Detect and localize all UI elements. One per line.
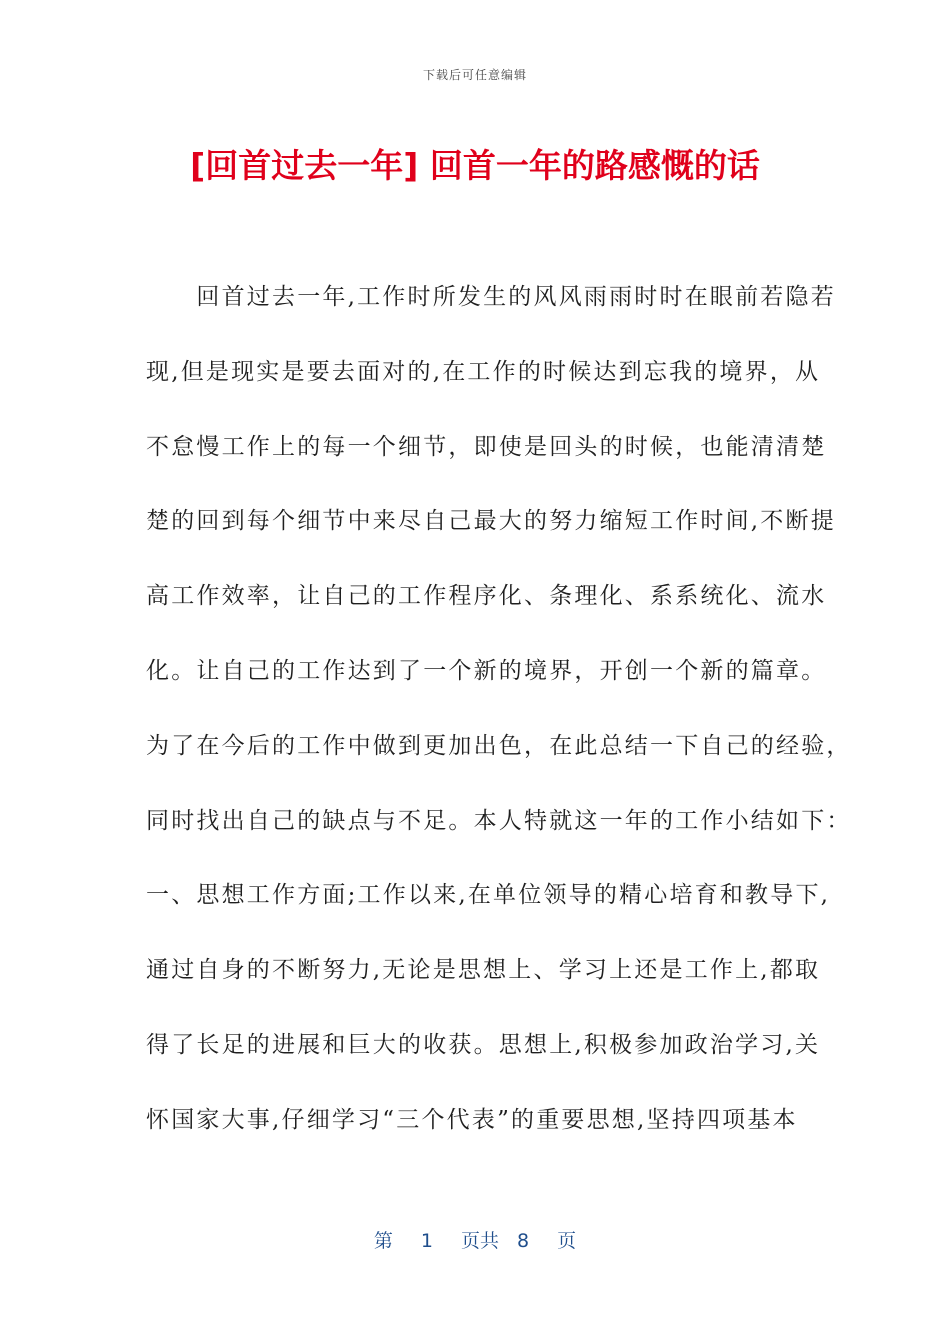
document-body — [146, 275, 852, 1173]
body-line: 不怠慢工作上的每一个细节，即使是回头的时候，也能清清楚 — [146, 433, 827, 460]
body-line: 为了在今后的工作中做到更加出色，在此总结一下自己的经验， — [146, 732, 852, 759]
document-title: [回首过去一年] 回首一年的路感慨的话 — [190, 146, 760, 185]
footer-total-pages: 8 — [517, 1230, 530, 1252]
body-line: 楚的回到每个细节中来尽自己最大的努力缩短工作时间,不断提 — [146, 508, 836, 535]
body-line: 化。让自己的工作达到了一个新的境界，开创一个新的篇章。 — [146, 657, 827, 684]
body-line: 高工作效率，让自己的工作程序化、条理化、系系统化、流水 — [146, 583, 827, 610]
footer-middle: 页共 — [460, 1230, 499, 1252]
body-line: 回首过去一年,工作时所发生的风风雨雨时时在眼前若隐若 — [146, 284, 836, 310]
footer-page-number: 1 — [420, 1230, 433, 1252]
page-footer — [0, 1226, 950, 1253]
body-line: 同时找出自己的缺点与不足。本人特就这一年的工作小结如下： — [146, 807, 852, 834]
body-line: 一、思想工作方面;工作以来,在单位领导的精心培育和教导下, — [146, 882, 831, 909]
body-line: 怀国家大事,仔细学习“三个代表”的重要思想,坚持四项基本 — [146, 1106, 798, 1133]
body-line: 现,但是现实是要去面对的,在工作的时候达到忘我的境界，从 — [146, 358, 821, 385]
footer-suffix: 页 — [557, 1230, 577, 1252]
body-line: 通过自身的不断努力,无论是思想上、学习上还是工作上,都取 — [146, 957, 821, 984]
header-note: 下载后可任意编辑 — [422, 68, 527, 82]
body-line: 得了长足的进展和巨大的收获。思想上,积极参加政治学习,关 — [146, 1031, 821, 1058]
footer-prefix: 第 — [373, 1230, 393, 1252]
